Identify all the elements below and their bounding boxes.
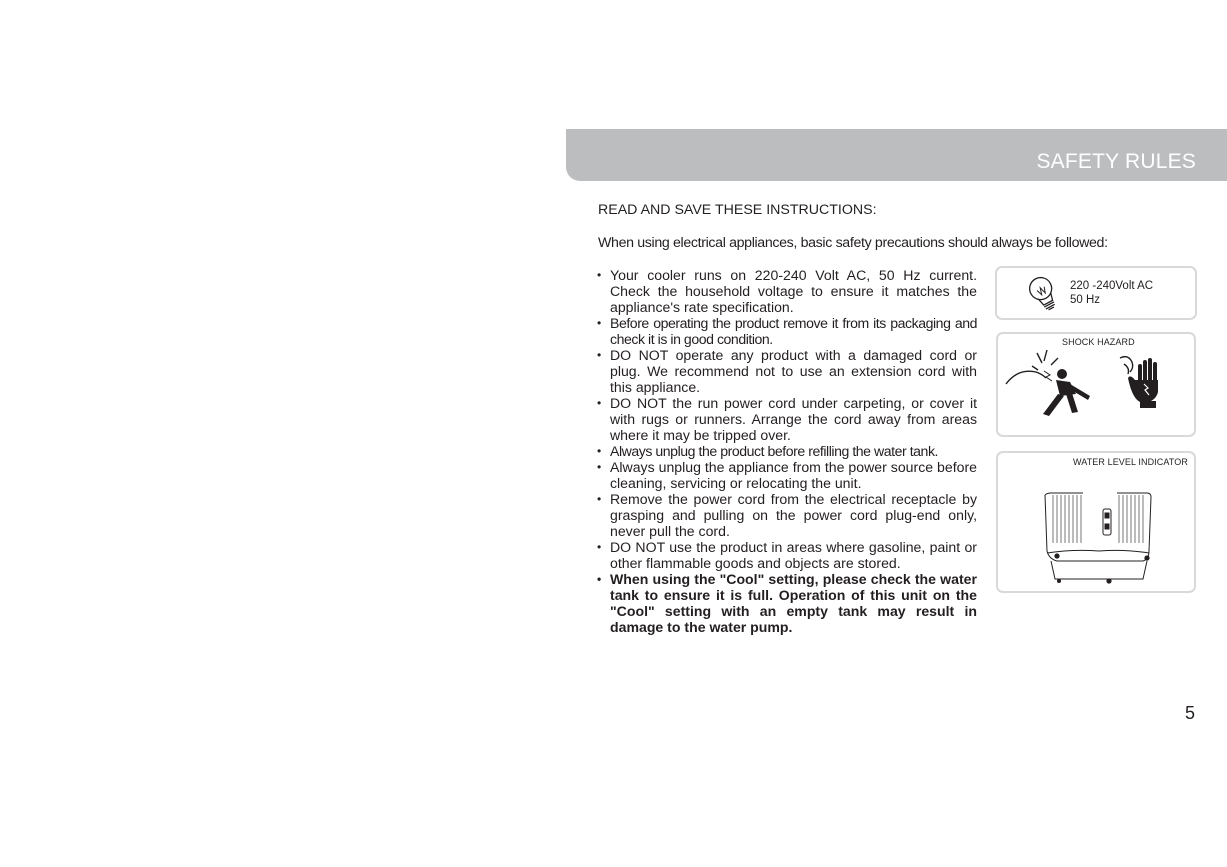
water-level-panel bbox=[996, 451, 1196, 593]
shock-hazard-panel bbox=[996, 332, 1196, 437]
page-title: SAFETY RULES bbox=[1036, 150, 1196, 173]
electric-shock-person-icon bbox=[1004, 346, 1104, 418]
voltage-range: 220 -240Volt AC bbox=[1070, 280, 1154, 292]
frequency: 50 Hz bbox=[1070, 294, 1101, 306]
light-bulb-icon bbox=[1023, 273, 1063, 315]
page-number: 5 bbox=[1185, 703, 1196, 723]
air-cooler-icon bbox=[1043, 491, 1155, 589]
safety-lead-text: When using electrical appliances, basic safety precautions should always be followed: bbox=[598, 235, 1108, 251]
rule-unplug-refill: • Always unplug the product before refilling the water tank. bbox=[597, 443, 977, 459]
shocked-hand-icon bbox=[1118, 354, 1170, 410]
safety-rules-list bbox=[597, 267, 977, 635]
rule-cool-setting: • When using the "Cool" setting, please check the water tank to ensure it is full. Operation of this unit on the "Cool" setting with an empty tank may result in damage to the water pump. bbox=[597, 571, 977, 635]
shock-hazard-label: SHOCK HAZARD bbox=[1062, 337, 1135, 347]
water-level-label: WATER LEVEL INDICATOR bbox=[1073, 457, 1188, 467]
instructions-heading: READ AND SAVE THESE INSTRUCTIONS: bbox=[598, 202, 877, 218]
rule-flammable: • DO NOT use the product in areas where gasoline, paint or other flammable goods and objects are stored. bbox=[597, 539, 977, 571]
rule-voltage: • Your cooler runs on 220-240 Volt AC, 50 Hz current. Check the household voltage to ensure it matches the appliance's rate specification. bbox=[597, 267, 977, 315]
header-bar bbox=[566, 129, 1227, 181]
voltage-spec bbox=[1070, 279, 1153, 307]
rule-packaging: • Before operating the product remove it from its packaging and check it is in good condition. bbox=[597, 315, 977, 347]
voltage-panel bbox=[995, 266, 1197, 320]
rule-cord-placement: • DO NOT the run power cord under carpeting, or cover it with rugs or runners. Arrange the cord away from areas where it may be tripped over. bbox=[597, 395, 977, 443]
rule-unplug-cleaning: • Always unplug the appliance from the power source before cleaning, servicing or relocating the unit. bbox=[597, 459, 977, 491]
rule-remove-cord: • Remove the power cord from the electrical receptacle by grasping and pulling on the power cord plug-end only, never pull the cord. bbox=[597, 491, 977, 539]
rule-damaged-cord: • DO NOT operate any product with a damaged cord or plug. We recommend not to use an extension cord with this appliance. bbox=[597, 347, 977, 395]
